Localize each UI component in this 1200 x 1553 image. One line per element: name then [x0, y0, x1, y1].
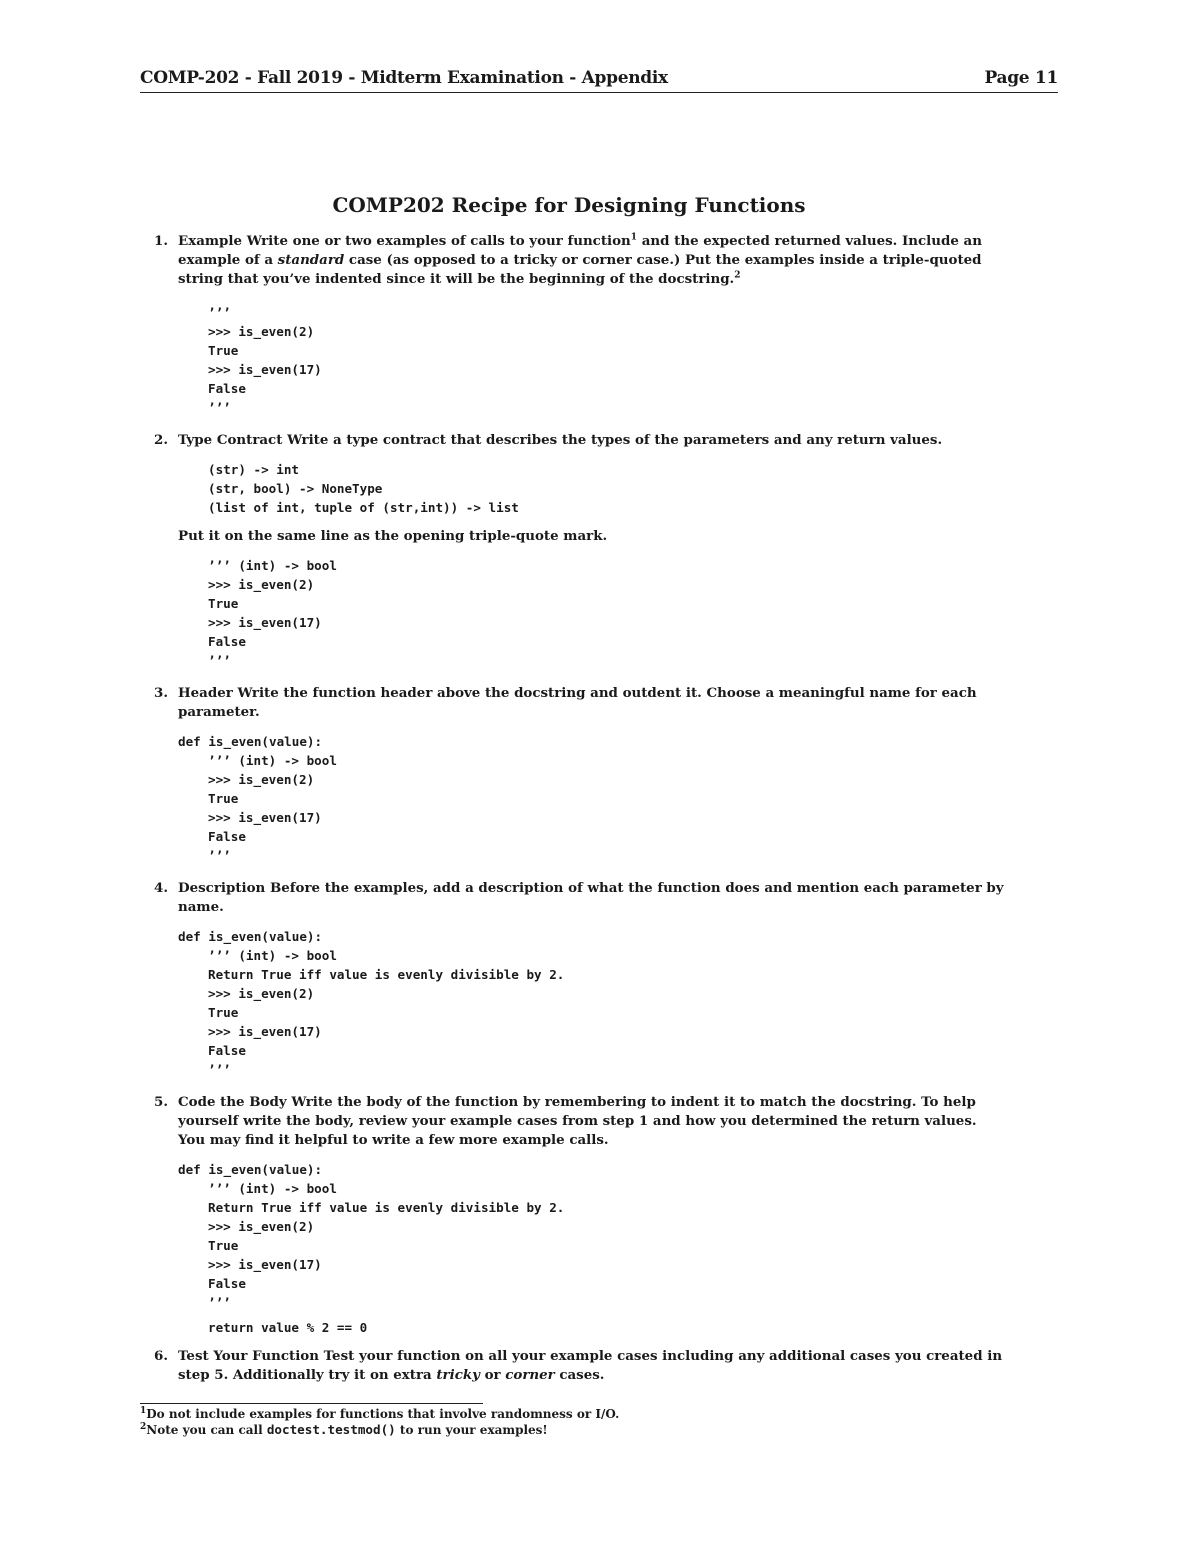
step-heading: Code the Body: [178, 1094, 287, 1110]
code-line: False: [208, 1043, 246, 1058]
code-line: (str) -> int: [208, 462, 299, 477]
page-title: COMP202 Recipe for Designing Functions: [332, 193, 806, 217]
code-line: Return True iff value is evenly divisible by 2.: [208, 967, 565, 982]
step-text: Description Before the examples, add a description of what the function does and mention each parameter by name.: [178, 880, 1004, 915]
code-line: >>> is_even(2): [208, 772, 315, 787]
footnote-mark: 2: [140, 1422, 147, 1432]
step-heading: Test Your Function: [178, 1348, 319, 1364]
footnote-ref: 1: [630, 232, 638, 243]
code-line: ’’’: [208, 1062, 231, 1077]
code-line: Return True iff value is evenly divisible by 2.: [208, 1200, 565, 1215]
code-line: def is_even(value):: [178, 734, 323, 749]
code-line: >>> is_even(17): [208, 362, 322, 377]
code-line: >>> is_even(17): [208, 1024, 322, 1039]
footnote-2: $^2$Note you can call doctest.testmod() to run your examples!: [140, 1422, 548, 1437]
step-example: [140, 232, 1006, 417]
step-text: Put it on the same line as the opening triple-quote mark.: [178, 528, 608, 544]
code-line: True: [208, 1238, 239, 1253]
code-line: ’’’: [208, 400, 231, 415]
step-description: [140, 879, 1006, 1079]
step-heading: Type Contract: [178, 432, 283, 448]
step-number: 3.: [154, 685, 168, 701]
code-line: >>> is_even(2): [208, 577, 315, 592]
code-line: True: [208, 791, 239, 806]
code-block: [178, 732, 1006, 865]
code-line: >>> is_even(2): [208, 324, 315, 339]
code-block: [208, 460, 1006, 517]
page-number: Page 11: [984, 68, 1058, 88]
code-line: >>> is_even(17): [208, 615, 322, 630]
code-line: return value % 2 == 0: [208, 1320, 368, 1335]
emphasis: tricky: [436, 1367, 480, 1383]
footnote-divider: [140, 1403, 483, 1404]
step-heading: Description: [178, 880, 266, 896]
code-line: ’’’: [208, 848, 231, 863]
header-title: COMP-202 - Fall 2019 - Midterm Examination - Appendix: [140, 68, 668, 88]
code-line: (list of int, tuple of (str,int)) -> list: [208, 500, 519, 515]
step-heading: Header: [178, 685, 233, 701]
footnote-1: $^1$Do not include examples for functions that involve randomness or I/O.: [140, 1406, 620, 1421]
inline-code: doctest.testmod(): [266, 1422, 396, 1437]
step-number: 1.: [154, 233, 168, 249]
step-text: Test Your Function Test your function on all your example cases including any additional cases you created in step 5. Additionally try it on extra tricky or corner cases.: [178, 1348, 1003, 1383]
code-line: ’’’: [208, 305, 231, 320]
step-code-body: [140, 1093, 1006, 1337]
emphasis: standard: [277, 252, 345, 268]
footnotes: [140, 1406, 1040, 1438]
code-block: [178, 1160, 1006, 1337]
code-line: True: [208, 1005, 239, 1020]
code-line: ’’’ (int) -> bool: [208, 948, 337, 963]
code-line: ’’’: [208, 1295, 231, 1310]
step-number: 4.: [154, 880, 168, 896]
code-line: >>> is_even(17): [208, 810, 322, 825]
step-text: Example Write one or two examples of calls to your function$^1$ and the expected returned values. Include an example of a standard case (as opposed to a tricky or corner case.) Put the examples inside a triple-quoted string that you’ve indented since it will be the beginning of the docstring.$^2$: [178, 232, 982, 287]
code-line: >>> is_even(17): [208, 1257, 322, 1272]
code-line: (str, bool) -> NoneType: [208, 481, 383, 496]
code-line: True: [208, 596, 239, 611]
code-block: [208, 556, 1006, 670]
code-line: False: [208, 1276, 246, 1291]
code-line: False: [208, 634, 246, 649]
code-line: False: [208, 381, 246, 396]
step-text: Type Contract Write a type contract that describes the types of the parameters and any return values.: [178, 432, 943, 448]
recipe-steps: [140, 232, 1006, 1385]
code-line: False: [208, 829, 246, 844]
step-header: [140, 684, 1006, 865]
emphasis: corner: [505, 1367, 555, 1383]
page-header: [140, 68, 1058, 93]
step-number: 5.: [154, 1094, 168, 1110]
step-test: [140, 1347, 1006, 1385]
code-line: ’’’ (int) -> bool: [208, 1181, 337, 1196]
code-line: ’’’ (int) -> bool: [208, 558, 337, 573]
code-line: ’’’ (int) -> bool: [208, 753, 337, 768]
step-heading: Example: [178, 233, 243, 249]
step-text: Code the Body Write the body of the function by remembering to indent it to match the docstring. To help yourself write the body, review your example cases from step 1 and how you determined the return values. You may find it helpful to write a few more example calls.: [178, 1094, 977, 1148]
footnote-mark: 1: [140, 1406, 147, 1416]
step-number: 6.: [154, 1348, 168, 1364]
step-type-contract: [140, 431, 1006, 670]
code-block: [208, 303, 1006, 417]
step-number: 2.: [154, 432, 168, 448]
code-line: >>> is_even(2): [208, 986, 315, 1001]
code-line: >>> is_even(2): [208, 1219, 315, 1234]
code-line: True: [208, 343, 239, 358]
code-line: ’’’: [208, 653, 231, 668]
footnote-ref: 2: [734, 270, 741, 281]
code-line: def is_even(value):: [178, 929, 323, 944]
code-block: [178, 927, 1006, 1079]
step-text: Header Write the function header above the docstring and outdent it. Choose a meaningful name for each parameter.: [178, 685, 977, 720]
code-line: def is_even(value):: [178, 1162, 323, 1177]
